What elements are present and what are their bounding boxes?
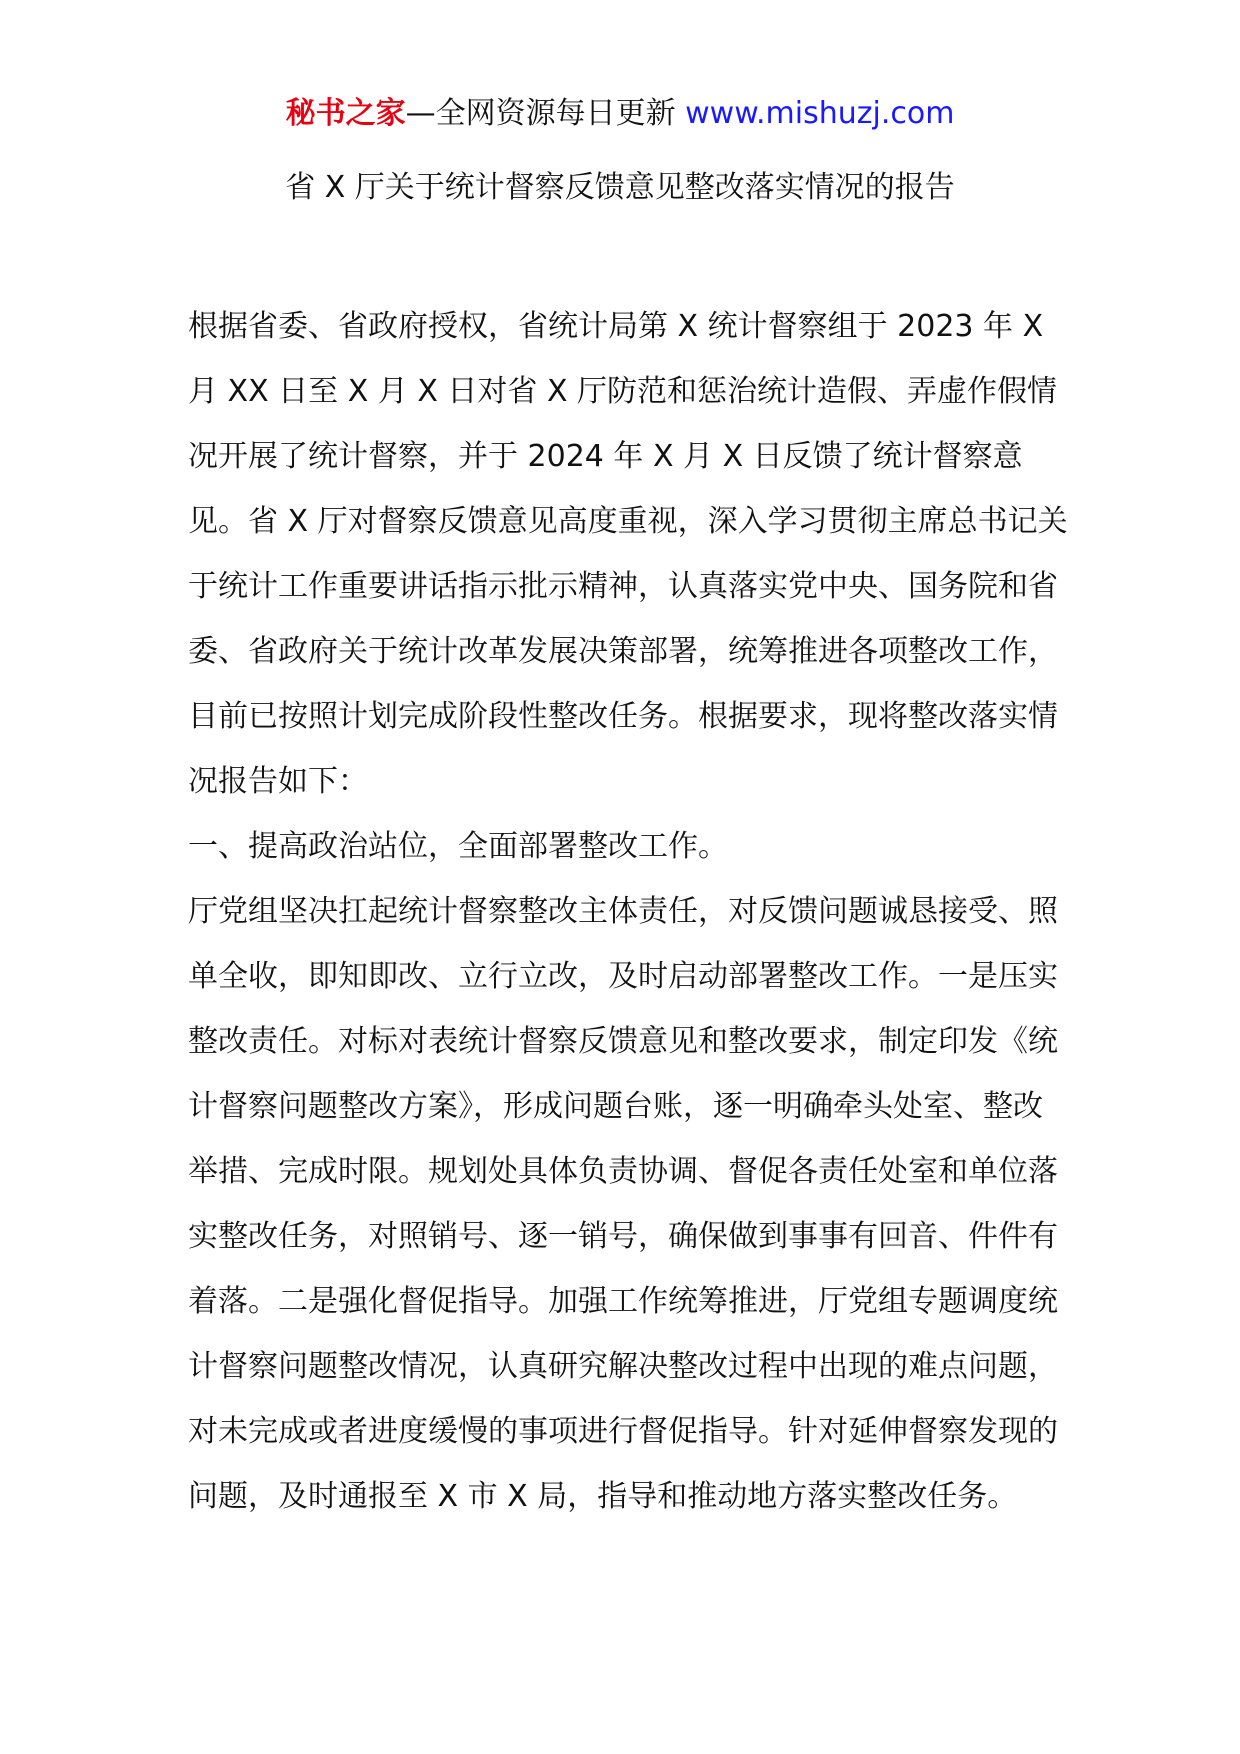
- document-body: [188, 294, 1068, 1529]
- site-header: [0, 94, 1240, 134]
- site-url-link[interactable]: www.mishuzj.com: [685, 96, 955, 131]
- section-heading-1: 一、提高政治站位，全面部署整改工作。: [188, 829, 728, 864]
- header-slogan: —全网资源每日更新: [405, 96, 686, 131]
- paragraph-intro: 根据省委、省政府授权，省统计局第 X 统计督察组于 2023 年 X 月 XX 日至 X 月 X 日对省 X 厅防范和惩治统计造假、弄虚作假情况开展了统计督察，并于 2024 年 X 月 X 日反馈了统计督察意见。省 X 厅对督察反馈意见高度重视，深入学习贯彻主席总书记关于统计工作重要讲话指示批示精神，认真落实党中央、国务院和省委、省政府关于统计改革发展决策部署，统筹推进各项整改工作，目前已按照计划完成阶段性整改任务。根据要求，现将整改落实情况报告如下：: [188, 309, 1068, 799]
- paragraph-section-1: 厅党组坚决扛起统计督察整改主体责任，对反馈问题诚恳接受、照单全收，即知即改、立行立改，及时启动部署整改工作。一是压实整改责任。对标对表统计督察反馈意见和整改要求，制定印发《统计督察问题整改方案》，形成问题台账，逐一明确牵头处室、整改举措、完成时限。规划处具体负责协调、督促各责任处室和单位落实整改任务，对照销号、逐一销号，确保做到事事有回音、件件有着落。二是强化督促指导。加强工作统筹推进，厅党组专题调度统计督察问题整改情况，认真研究解决整改过程中出现的难点问题，对未完成或者进度缓慢的事项进行督促指导。针对延伸督察发现的问题，及时通报至 X 市 X 局，指导和推动地方落实整改任务。: [188, 894, 1058, 1514]
- brand-name: 秘书之家: [285, 96, 406, 131]
- document-title: 省 X 厅关于统计督察反馈意见整改落实情况的报告: [285, 170, 955, 205]
